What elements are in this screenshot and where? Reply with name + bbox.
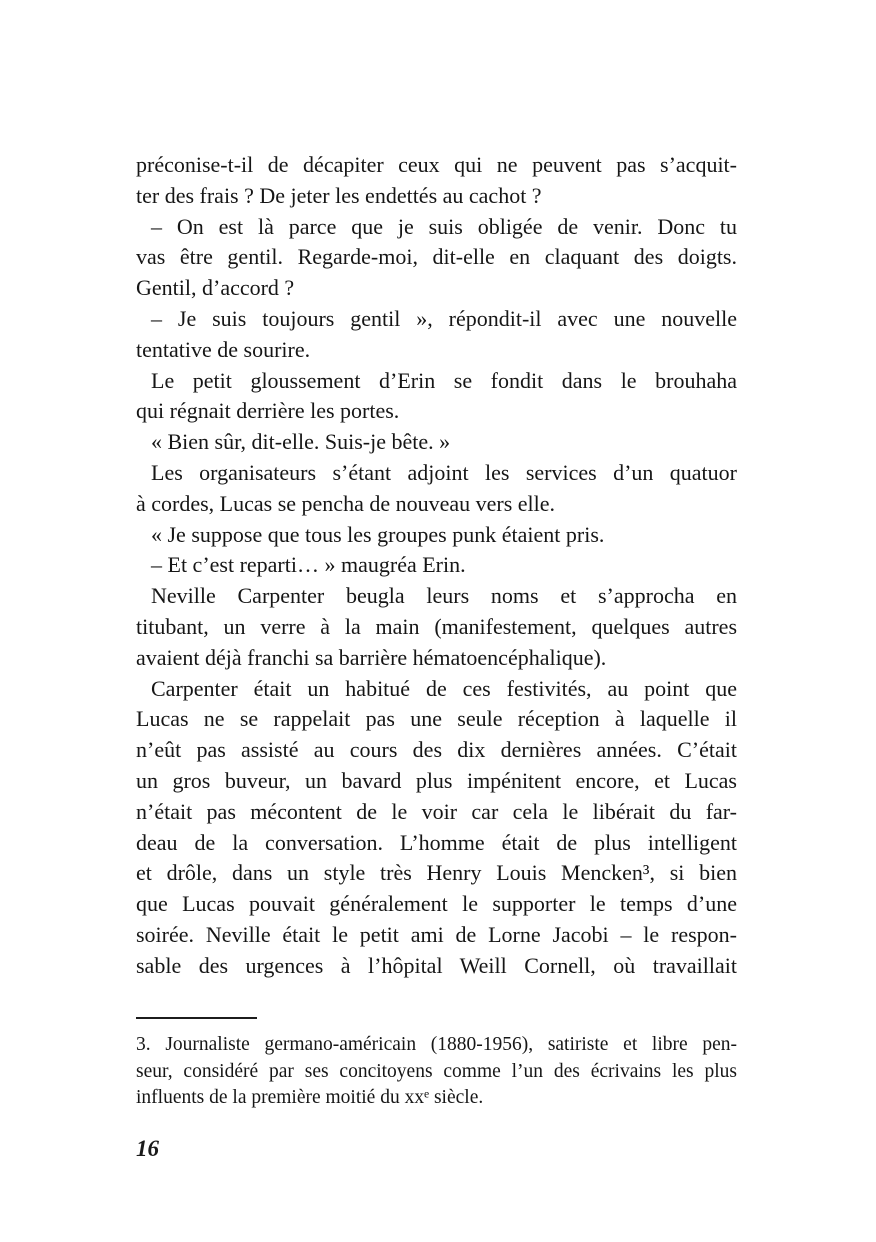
footnote — [136, 1032, 737, 1112]
body-line: n’était pas mécontent de le voir car cela le libérait du far- — [136, 798, 737, 824]
body-line: – Je suis toujours gentil », répondit-il avec une nouvelle — [151, 305, 737, 331]
footnote-line: 3. Journaliste germano-américain (1880-1956), satiriste et libre pen- — [136, 1034, 737, 1055]
body-line: deau de la conversation. L’homme était de plus intelligent — [136, 829, 737, 855]
body-line: – On est là parce que je suis obligée de venir. Donc tu — [151, 213, 737, 239]
body-line: avaient déjà franchi sa barrière hématoencéphalique). — [136, 644, 607, 670]
body-line: « Bien sûr, dit-elle. Suis-je bête. » — [151, 429, 451, 455]
footnote-rule — [136, 1017, 257, 1019]
body-line: Lucas ne se rappelait pas une seule réception à laquelle il — [136, 706, 737, 732]
body-line: à cordes, Lucas se pencha de nouveau vers elle. — [136, 490, 556, 516]
body-line: titubant, un verre à la main (manifestement, quelques autres — [136, 613, 737, 639]
body-line: préconise-t-il de décapiter ceux qui ne peuvent pas s’acquit- — [136, 152, 737, 177]
footnote-line: influents de la première moitié du xxᵉ siècle. — [136, 1087, 484, 1108]
body-line: sable des urgences à l’hôpital Weill Cornell, où travaillait — [136, 952, 737, 978]
body-line: que Lucas pouvait généralement le supporter le temps d’une — [136, 891, 737, 917]
body-line: tentative de sourire. — [136, 336, 311, 362]
body-line: et drôle, dans un style très Henry Louis Mencken³, si bien — [136, 860, 737, 886]
body-line: Neville Carpenter beugla leurs noms et s’approcha en — [151, 583, 737, 609]
body-line: Gentil, d’accord ? — [136, 275, 295, 301]
body-line: « Je suppose que tous les groupes punk étaient pris. — [151, 521, 605, 547]
body-line: un gros buveur, un bavard plus impénitent encore, et Lucas — [136, 767, 737, 793]
page-number: 16 — [136, 1136, 159, 1161]
body-line: ter des frais ? De jeter les endettés au cachot ? — [136, 182, 542, 208]
body-line: qui régnait derrière les portes. — [136, 398, 400, 424]
body-line: Le petit gloussement d’Erin se fondit dans le brouhaha — [151, 367, 737, 393]
body-text — [136, 150, 737, 982]
body-line: soirée. Neville était le petit ami de Lorne Jacobi – le respon- — [136, 921, 737, 947]
body-line: n’eût pas assisté au cours des dix dernières années. C’était — [136, 737, 737, 763]
body-line: Les organisateurs s’étant adjoint les services d’un quatuor — [151, 459, 737, 485]
body-line: vas être gentil. Regarde-moi, dit-elle en claquant des doigts. — [136, 244, 737, 270]
footnote-line: seur, considéré par ses concitoyens comme l’un des écrivains les plus — [136, 1060, 737, 1082]
body-line: – Et c’est reparti… » maugréa Erin. — [151, 552, 466, 578]
body-line: Carpenter était un habitué de ces festivités, au point que — [151, 675, 737, 701]
